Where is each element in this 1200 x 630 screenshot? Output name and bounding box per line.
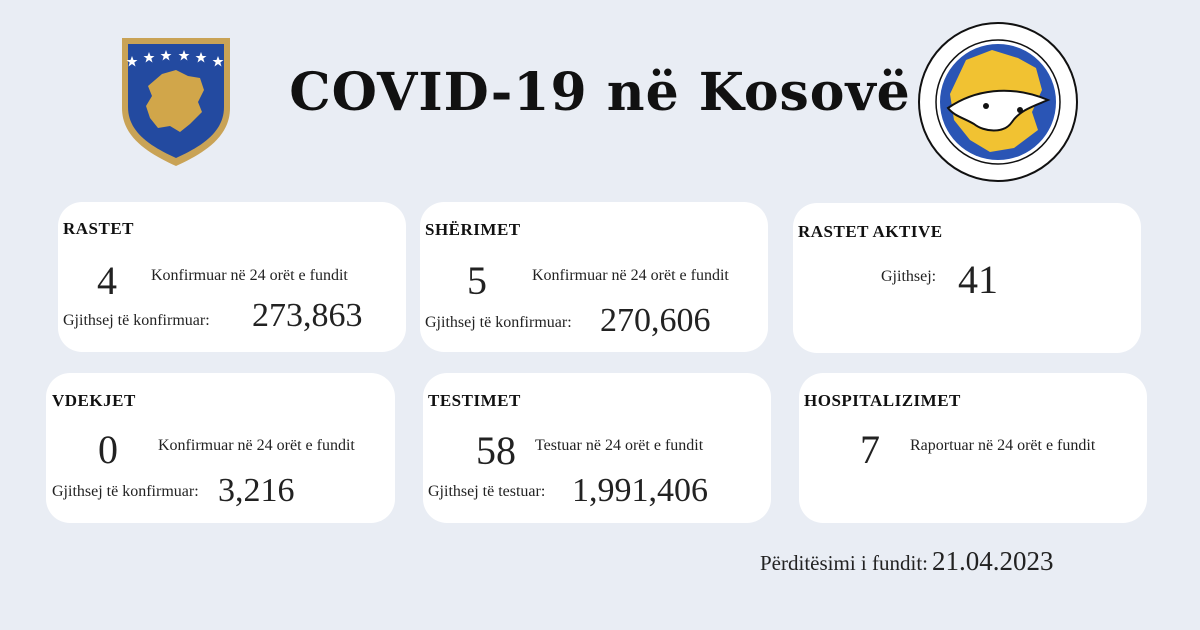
card-sherimet [420, 202, 768, 352]
card-title: TESTIMET [428, 391, 521, 410]
new-value: 7 [860, 427, 880, 472]
last-updated-label: Përditësimi i fundit: [760, 551, 928, 575]
card-title: RASTET AKTIVE [798, 222, 943, 241]
last-updated [760, 546, 1054, 577]
total-label: Gjithsej të testuar: [428, 483, 546, 500]
new-value: 58 [476, 428, 516, 473]
new-label: Konfirmuar në 24 orët e fundit [151, 267, 348, 284]
total-value: 270,606 [600, 302, 711, 339]
card-vdekjet [46, 373, 395, 523]
card-hospitalizimet [799, 373, 1147, 523]
total-value: 1,991,406 [572, 472, 708, 509]
total-label: Gjithsej të konfirmuar: [425, 314, 572, 331]
card-title: VDEKJET [52, 391, 136, 410]
new-label: Testuar në 24 orët e fundit [535, 437, 704, 454]
total-label: Gjithsej të konfirmuar: [52, 483, 199, 500]
total-value: 41 [958, 257, 998, 302]
new-label: Konfirmuar në 24 orët e fundit [532, 267, 729, 284]
page-title: COVID-19 në Kosovë [289, 62, 911, 123]
card-rastet [58, 202, 406, 352]
card-title: HOSPITALIZIMET [804, 391, 961, 410]
total-label: Gjithsej të konfirmuar: [63, 312, 210, 329]
new-label: Konfirmuar në 24 orët e fundit [158, 437, 355, 454]
new-label: Raportuar në 24 orët e fundit [910, 437, 1096, 454]
card-title: RASTET [63, 219, 135, 238]
card-title: SHËRIMET [425, 220, 521, 239]
last-updated-date: 21.04.2023 [932, 546, 1054, 576]
total-value: 3,216 [218, 472, 295, 509]
card-rastet-aktive [793, 203, 1141, 353]
card-testimet [423, 373, 771, 523]
total-label: Gjithsej: [881, 268, 937, 285]
total-value: 273,863 [252, 297, 363, 334]
new-value: 4 [97, 258, 117, 303]
new-value: 0 [98, 427, 118, 472]
new-value: 5 [467, 258, 487, 303]
